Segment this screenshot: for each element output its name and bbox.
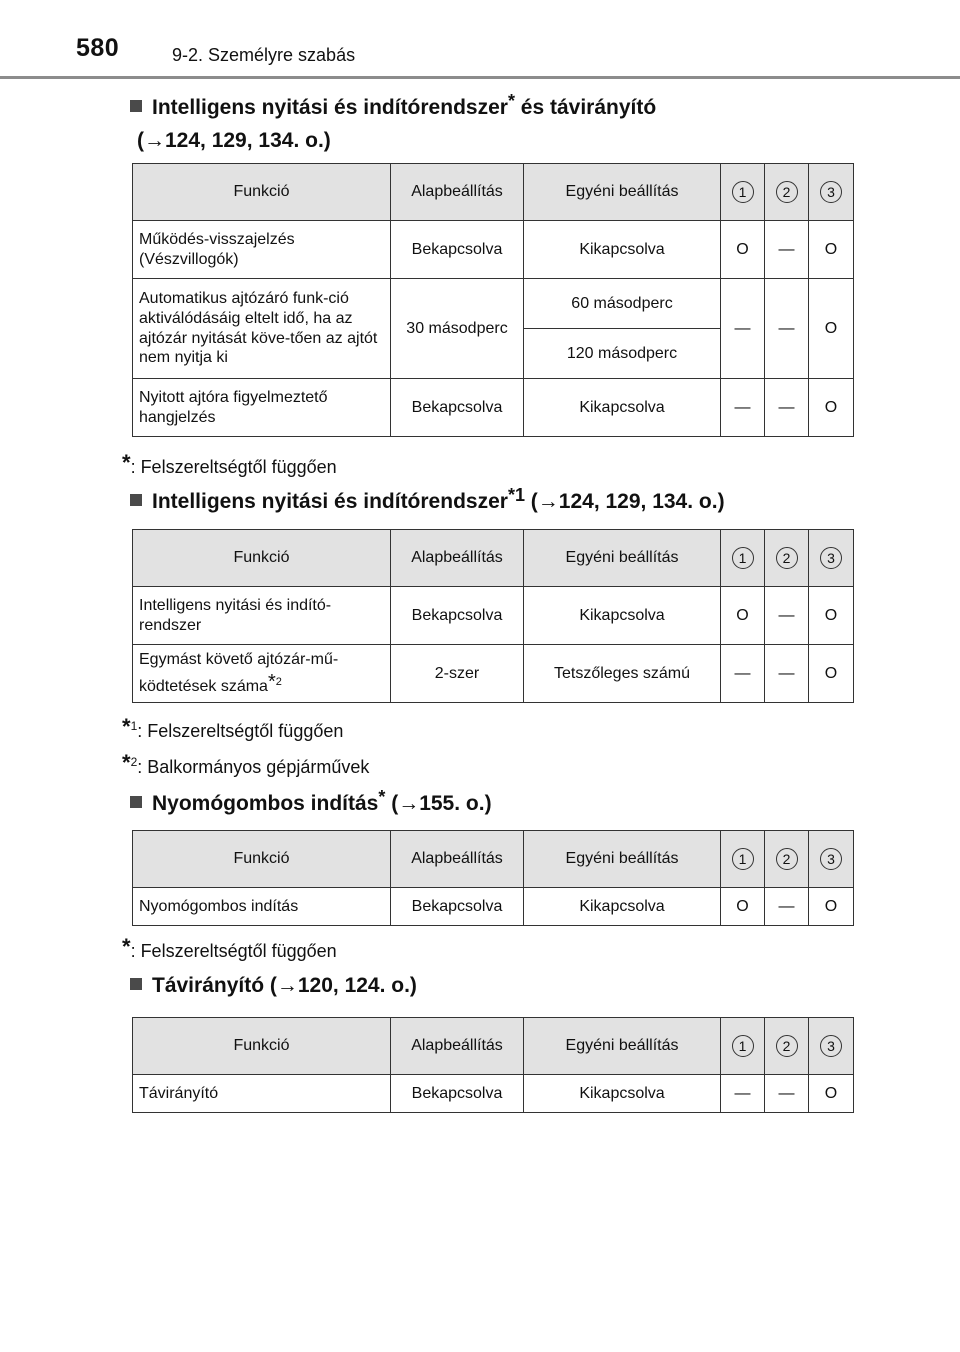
col-setting-1 <box>721 164 765 221</box>
col-default: Alapbeállítás <box>391 530 524 587</box>
section-2-heading: Intelligens nyitási és indítórendszer*1 (→124, 129, 134. o.) <box>130 482 725 519</box>
col-setting-3 <box>809 1018 854 1075</box>
circled-1-icon: 1 <box>732 848 754 870</box>
square-bullet-icon <box>130 494 142 506</box>
header-rule <box>0 76 960 79</box>
table-row: Nyomógombos indítás Bekapcsolva Kikapcsolva O — O <box>133 888 854 926</box>
section-1-footnote: *: Felszereltségtől függően <box>122 450 337 477</box>
chapter-title: 9-2. Személyre szabás <box>172 45 356 65</box>
circled-3-icon: 3 <box>820 1035 842 1057</box>
table-row: Egymást követő ajtózár-mű-ködtetések száma*$^2$ 2-szer Tetszőleges számú — — O <box>133 645 854 703</box>
col-function: Funkció <box>133 530 391 587</box>
table-row: Távirányító Bekapcsolva Kikapcsolva — — O <box>133 1075 854 1113</box>
square-bullet-icon <box>130 100 142 112</box>
table-header-row <box>133 1018 854 1075</box>
table-row: Intelligens nyitási és indító-rendszer Bekapcsolva Kikapcsolva O — O <box>133 587 854 645</box>
section-3-table <box>132 830 854 926</box>
square-bullet-icon <box>130 796 142 808</box>
circled-3-icon: 3 <box>820 547 842 569</box>
circled-1-icon: 1 <box>732 547 754 569</box>
circled-2-icon: 2 <box>776 547 798 569</box>
section-4-heading: Távirányító (→120, 124. o.) <box>130 970 417 1003</box>
col-setting-2 <box>765 164 809 221</box>
col-function: Funkció <box>133 831 391 888</box>
section-2-footnote-2: *$^2$: Balkormányos gépjárművek <box>122 750 370 777</box>
section-1-heading: Intelligens nyitási és indítórendszer* és távirányító (→124, 129, 134. o.) <box>130 88 656 157</box>
table-row: Automatikus ajtózáró funk-ció aktiválódásáig eltelt idő, ha az ajtózár nyitását köve-tően az ajtót nem nyitja ki 30 másodperc 60 másodperc — — O <box>133 279 854 329</box>
circled-1-icon: 1 <box>732 1035 754 1057</box>
section-2-footnote-1: *$^1$: Felszereltségtől függően <box>122 714 344 741</box>
table-header-row <box>133 831 854 888</box>
col-function: Funkció <box>133 164 391 221</box>
page-header <box>0 0 960 80</box>
table-header-row <box>133 530 854 587</box>
col-setting-1 <box>721 831 765 888</box>
circled-3-icon: 3 <box>820 181 842 203</box>
table-row: Nyitott ajtóra figyelmeztető hangjelzés Bekapcsolva Kikapcsolva — — O <box>133 379 854 437</box>
section-4-table <box>132 1017 854 1113</box>
col-setting-3 <box>809 530 854 587</box>
col-setting-1 <box>721 1018 765 1075</box>
col-custom: Egyéni beállítás <box>524 530 721 587</box>
circled-1-icon: 1 <box>732 181 754 203</box>
circled-2-icon: 2 <box>776 1035 798 1057</box>
section-2-table <box>132 529 854 703</box>
page-number: 580 <box>76 34 120 62</box>
col-setting-3 <box>809 164 854 221</box>
section-1-heading-pages: (→124, 129, 134. o.) <box>137 128 331 152</box>
col-default: Alapbeállítás <box>391 1018 524 1075</box>
col-default: Alapbeállítás <box>391 831 524 888</box>
col-setting-2 <box>765 530 809 587</box>
section-1-table <box>132 163 854 437</box>
col-setting-2 <box>765 831 809 888</box>
circled-3-icon: 3 <box>820 848 842 870</box>
col-function: Funkció <box>133 1018 391 1075</box>
table-row: Működés-visszajelzés (Vészvillogók) Bekapcsolva Kikapcsolva O — O <box>133 221 854 279</box>
col-custom: Egyéni beállítás <box>524 1018 721 1075</box>
col-setting-2 <box>765 1018 809 1075</box>
col-custom: Egyéni beállítás <box>524 831 721 888</box>
table-row: 120 másodperc <box>133 329 854 379</box>
section-3-footnote: *: Felszereltségtől függően <box>122 934 337 961</box>
square-bullet-icon <box>130 978 142 990</box>
col-default: Alapbeállítás <box>391 164 524 221</box>
table-header-row <box>133 164 854 221</box>
col-custom: Egyéni beállítás <box>524 164 721 221</box>
circled-2-icon: 2 <box>776 848 798 870</box>
section-3-heading: Nyomógombos indítás* (→155. o.) <box>130 784 492 821</box>
circled-2-icon: 2 <box>776 181 798 203</box>
col-setting-3 <box>809 831 854 888</box>
col-setting-1 <box>721 530 765 587</box>
